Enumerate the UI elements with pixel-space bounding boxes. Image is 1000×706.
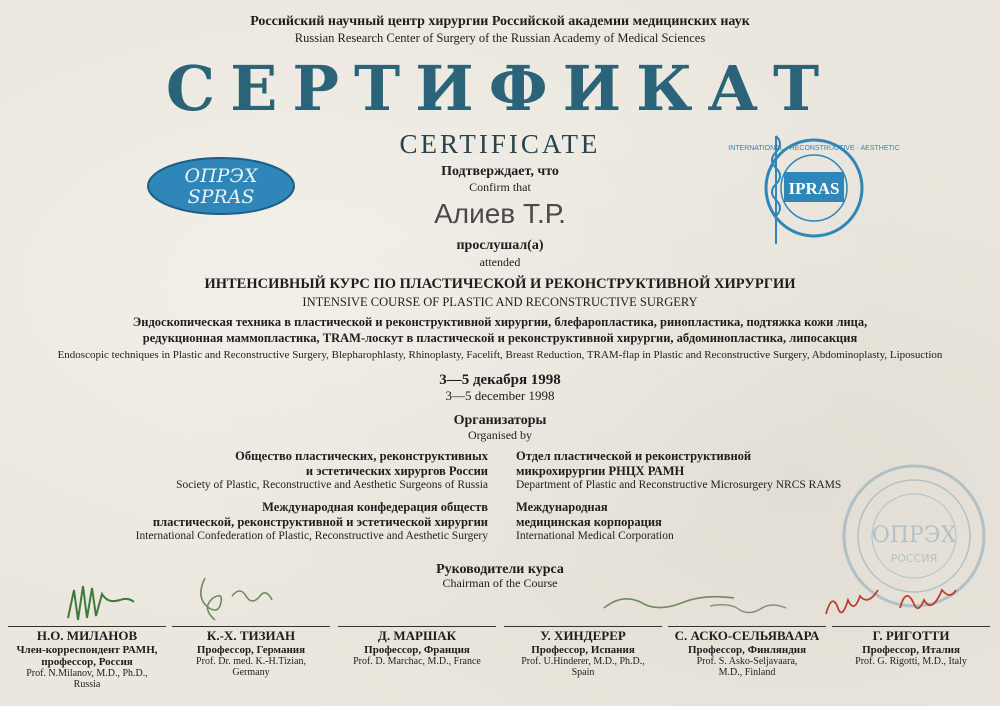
organizer-right-1-ru2: микрохирургии РНЦХ РАМН xyxy=(516,464,685,478)
signature-asko xyxy=(710,605,786,613)
signatory-1 xyxy=(8,626,166,690)
confirm-en: Confirm that xyxy=(469,180,531,194)
signatory-3-title1: Профессор, Франция xyxy=(364,644,470,656)
signatures xyxy=(0,568,1000,630)
signatory-5-en2: M.D., Finland xyxy=(718,667,776,678)
signatory-3-name: Д. МАРШАК xyxy=(338,626,496,644)
course-title-en: INTENSIVE COURSE OF PLASTIC AND RECONSTRUCTIVE SURGERY xyxy=(302,295,698,309)
chairman-label-ru: Руководители курса xyxy=(436,562,564,577)
signatory-5-title1: Профессор, Финляндия xyxy=(687,644,807,656)
signatory-5-name: С. АСКО-СЕЛЬЯВААРА xyxy=(668,626,826,644)
organizer-left-2-en: International Confederation of Plastic, Reconstructive and Aesthetic Surgery xyxy=(135,530,488,542)
signatory-4 xyxy=(504,626,662,678)
organizer-right-2-en: International Medical Corporation xyxy=(516,530,674,542)
signatory-5-en1: Prof. S. Asko-Seljavaara, xyxy=(696,656,798,667)
organizer-left-2-ru2: пластической, реконструктивной и эстетической хирургии xyxy=(152,515,488,529)
signatory-6-en1: Prof. G. Rigotti, M.D., Italy xyxy=(855,656,967,667)
organizer-left-2-ru1: Международная конфедерация обществ xyxy=(262,500,488,514)
course-title-ru: ИНТЕНСИВНЫЙ КУРС ПО ПЛАСТИЧЕСКОЙ И РЕКОНСТРУКТИВНОЙ ХИРУРГИИ xyxy=(204,276,796,292)
dates-en: 3—5 december 1998 xyxy=(445,388,555,403)
signatory-1-title2: профессор, Россия xyxy=(41,656,133,668)
certificate-subtitle: CERTIFICATE xyxy=(399,129,601,159)
signatory-4-name: У. ХИНДЕРЕР xyxy=(504,626,662,644)
signatory-2-en2: Germany xyxy=(232,667,270,678)
ipras-logo-ring: INTERNATIONAL · RECONSTRUCTIVE · AESTHETIC xyxy=(728,145,900,152)
spras-logo-line1: ОПРЭХ xyxy=(184,165,258,187)
stamp-sub: РОССИЯ xyxy=(890,552,938,565)
spras-logo-line2: SPRAS xyxy=(187,186,255,208)
header-en: Russian Research Center of Surgery of the Russian Academy of Medical Sciences xyxy=(294,31,706,45)
topics-ru-line1: Эндоскопическая техника в пластической и реконструктивной хирургии, блефаропластика, ринопластика, подтяжка кожи лица, xyxy=(132,315,868,329)
organizer-right-2-ru2: медицинская корпорация xyxy=(516,515,662,529)
signature-hinderer xyxy=(604,597,734,608)
signature-tizian xyxy=(201,578,272,620)
attended-ru: прослушал(а) xyxy=(456,238,544,253)
signatory-4-title1: Профессор, Испания xyxy=(531,644,635,656)
organizer-left-1-ru1: Общество пластических, реконструктивных xyxy=(235,449,488,463)
signatory-4-en1: Prof. U.Hinderer, M.D., Ph.D., xyxy=(521,656,645,667)
recipient-name: Алиев Т.Р. xyxy=(434,198,566,229)
organizer-right-1-ru1: Отдел пластической и реконструктивной xyxy=(516,449,752,463)
signatory-2-title1: Профессор, Германия xyxy=(196,644,306,656)
signatory-1-name: Н.О. МИЛАНОВ xyxy=(8,626,166,644)
organizer-right-1-en: Department of Plastic and Reconstructive Microsurgery NRCS RAMS xyxy=(516,479,842,491)
dates-ru: 3—5 декабря 1998 xyxy=(439,372,561,388)
organizers-label-ru: Организаторы xyxy=(453,413,547,428)
signatory-1-en2: Russia xyxy=(73,679,101,690)
signatory-4-en2: Spain xyxy=(571,667,595,678)
signatory-1-title1: Член-корреспондент РАМН, xyxy=(16,644,158,656)
signatory-6-name: Г. РИГОТТИ xyxy=(832,626,990,644)
header-ru: Российский научный центр хирургии Российской академии медицинских наук xyxy=(250,14,750,29)
signatory-2-name: К.-Х. ТИЗИАН xyxy=(172,626,330,644)
organizer-right-2 xyxy=(516,500,674,542)
organizer-left-1-en: Society of Plastic, Reconstructive and Aesthetic Surgeons of Russia xyxy=(176,479,488,491)
signatory-3 xyxy=(338,626,496,667)
organizer-right-2-ru1: Международная xyxy=(516,500,608,514)
organizer-left-1 xyxy=(176,449,488,491)
stamp-center: ОПРЭХ xyxy=(871,523,957,548)
attended-en: attended xyxy=(479,255,521,269)
organizers-label-en: Organised by xyxy=(467,428,533,442)
organizer-left-2 xyxy=(136,500,488,542)
signatory-6-title1: Профессор, Италия xyxy=(862,644,960,656)
chairman-label-en: Chairman of the Course xyxy=(442,576,558,590)
certificate-title: СЕРТИФИКАТ xyxy=(165,52,835,125)
signatory-2 xyxy=(172,626,330,678)
ipras-logo-center: IPRAS xyxy=(788,179,840,198)
topics-en: Endoscopic techniques in Plastic and Reconstructive Surgery, Blepharophlasty, Rhinoplasty, Facelift, Breast Reduction, TRAM-flap in Plastic and Reconstructive Surgery, Abdominoplasty, Liposuction xyxy=(57,349,943,361)
organizer-left-1-ru2: и эстетических хирургов России xyxy=(305,464,488,478)
signature-milanov xyxy=(68,586,134,620)
signatory-5 xyxy=(668,626,826,678)
signatory-6 xyxy=(832,626,990,667)
signature-rigotti xyxy=(826,590,956,614)
confirm-ru: Подтверждает, что xyxy=(441,164,559,179)
organizer-right-1 xyxy=(516,449,841,491)
topics-ru-line2: редукционная маммопластика, TRAM-лоскут в пластической и реконструктивной хирургии, абдоминопластика, липосакция xyxy=(142,331,858,345)
signatory-2-en1: Prof. Dr. med. K.-H.Tizian, xyxy=(196,656,306,667)
signatory-3-en1: Prof. D. Marchac, M.D., France xyxy=(353,656,481,667)
signatory-1-en1: Prof. N.Milanov, M.D., Ph.D., xyxy=(26,668,148,679)
